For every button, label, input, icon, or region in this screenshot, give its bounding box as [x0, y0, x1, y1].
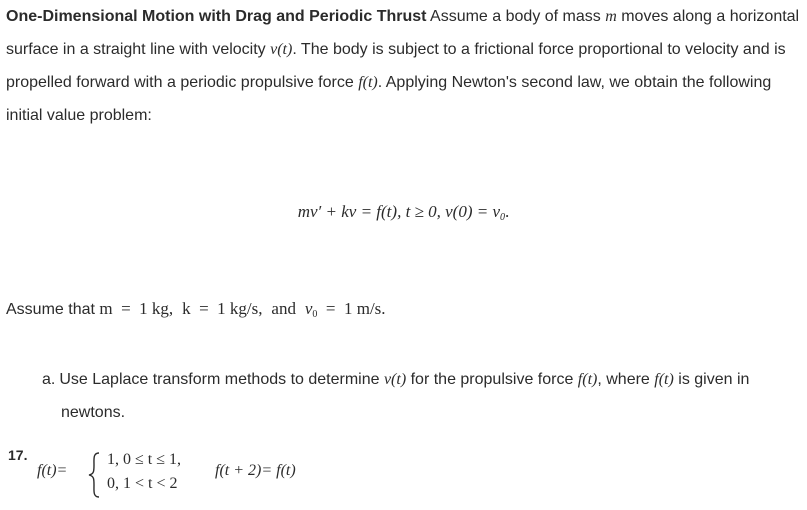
mass-symbol: m — [605, 8, 617, 25]
part-a-text-3: , where — [597, 371, 655, 388]
part-a-label: a. — [42, 371, 56, 388]
assumption-line — [6, 294, 386, 330]
problem-intro — [6, 0, 801, 132]
force-symbol: f(t) — [358, 74, 378, 91]
mass-value: m = 1 kg, — [99, 299, 174, 318]
problem-title: One-Dimensional Motion with Drag and Periodic Thrust — [6, 8, 427, 25]
initial-velocity-symbol: v — [304, 299, 313, 318]
governing-equation — [0, 197, 807, 233]
intro-text-1: Assume a body of mass — [426, 8, 606, 25]
part-a — [42, 363, 802, 429]
part-a-velocity: v(t) — [383, 371, 407, 388]
equation-end: . — [505, 202, 510, 221]
exercise-number: 17. — [8, 447, 28, 463]
part-a-text-2: for the propulsive force — [406, 371, 578, 388]
force-case-2: 0, 1 < t < 2 — [107, 475, 178, 492]
left-brace-icon — [87, 451, 101, 499]
intro-text-3: . The body is subject to a frictional force proportional to velocity and is propelled forward with a periodic propulsive force — [6, 41, 786, 91]
force-periodicity: f(t + 2)= f(t) — [215, 462, 296, 479]
drag-value: k = 1 kg/s, — [182, 299, 263, 318]
part-a-text-4: is given in — [673, 371, 750, 388]
part-a-text-5: newtons. — [61, 404, 126, 421]
equation-subscript: 0 — [500, 212, 506, 223]
part-a-force-2: f(t) — [654, 371, 674, 388]
intro-text-4: . Applying Newton's second law, we obtain the following initial value problem: — [6, 74, 772, 124]
intro-text-2: moves along a horizontal surface in a straight line with velocity — [6, 8, 800, 58]
equation-body: mv′ + kv = f(t), t ≥ 0, v(0) = v — [297, 202, 501, 221]
force-lhs: f(t)= — [37, 462, 68, 479]
and-word: and — [271, 299, 296, 318]
force-case-1: 1, 0 ≤ t ≤ 1, — [107, 451, 182, 468]
velocity-symbol: v(t) — [270, 41, 293, 58]
part-a-text-1: Use Laplace transform methods to determine — [59, 371, 384, 388]
initial-velocity-value: = 1 m/s. — [317, 299, 386, 318]
part-a-force: f(t) — [577, 371, 598, 388]
assumption-prefix: Assume that — [6, 301, 100, 318]
initial-velocity-subscript: 0 — [312, 309, 318, 320]
